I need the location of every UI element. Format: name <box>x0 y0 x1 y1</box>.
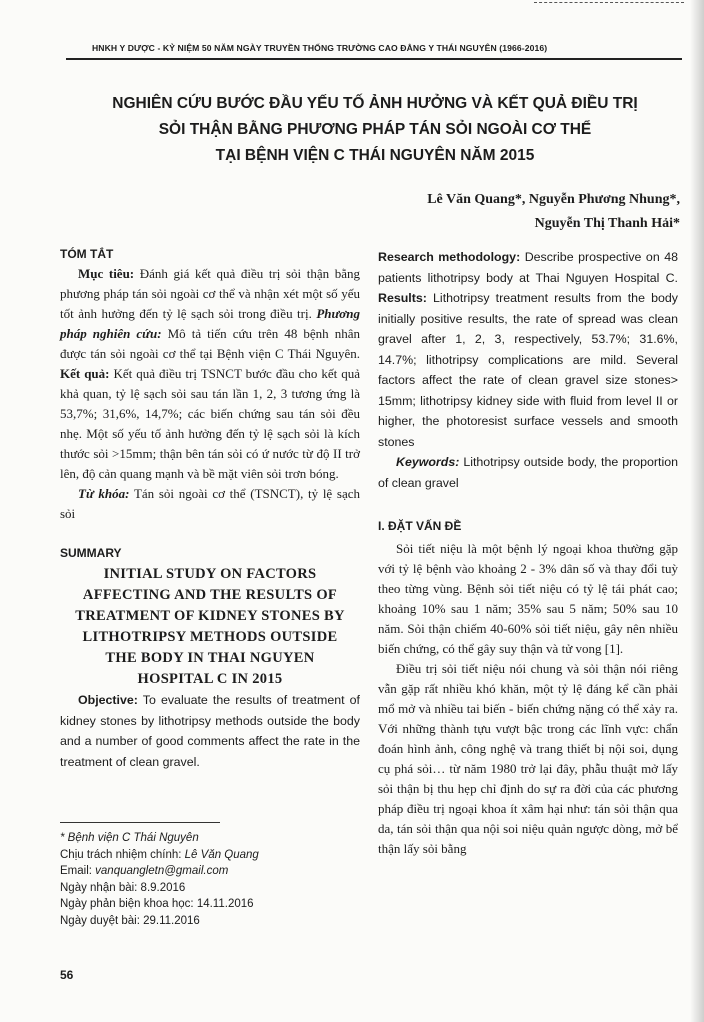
label-result: Kết quả: <box>60 366 110 381</box>
summary-objective-block <box>60 690 360 772</box>
email-label: Email: <box>60 865 96 877</box>
article-title <box>70 91 680 169</box>
abstract-vi-body <box>60 264 360 484</box>
text-keywords-en: Lithotripsy outside body, the proportion of clean gravel <box>378 455 678 490</box>
summary-method-results <box>378 247 678 452</box>
text-method: Mô tả tiến cứu trên 48 bệnh nhân được tán sỏi ngoài cơ thể tại Bệnh viện C Thái Nguyên. <box>60 326 360 361</box>
summary-title-line: INITIAL STUDY ON FACTORS <box>103 566 317 582</box>
footnote-reviewed: Ngày phản biện khoa học: 14.11.2016 <box>60 898 254 910</box>
footnote-responsible <box>60 847 360 864</box>
title-line: NGHIÊN CỨU BƯỚC ĐẦU YẾU TỐ ẢNH HƯỞNG VÀ KẾT QUẢ ĐIỀU TRỊ <box>112 95 638 112</box>
summary-title <box>60 564 360 690</box>
summary-title-line: LITHOTRIPSY METHODS OUTSIDE <box>82 629 338 645</box>
summary-keywords <box>378 452 678 493</box>
footnote-received: Ngày nhận bài: 8.9.2016 <box>60 881 186 894</box>
abstract-heading: TÓM TẮT <box>60 247 114 261</box>
header-rule <box>66 58 682 60</box>
scan-artifact-top <box>534 2 684 6</box>
footnote-email <box>60 863 360 880</box>
email-address: vanquangletn@gmail.com <box>95 865 229 877</box>
author-list <box>427 188 680 236</box>
footnote-rule <box>60 822 220 823</box>
page-number: 56 <box>60 968 74 982</box>
summary-objective <box>60 690 360 772</box>
summary-continuation <box>378 247 678 493</box>
responsible-name: Lê Văn Quang <box>184 848 259 861</box>
text-result: Kết quả điều trị TSNCT bước đầu cho kết quả khả quan, tỷ lệ sạch sỏi sau tán lần 1, 2, 3 tương ứng là 53,7%; 31,6%, 14,7%; các biến chứng sau tán sỏi đều nhẹ. Một số yếu tố ảnh hưởng đến tỷ lệ sạch sỏi là kích thước sỏi >15mm; thận bên tán sỏi có ứ nước từ độ II trở lên, độ cản quang mạnh và bề mặt viên sỏi trơn bóng. <box>60 366 361 481</box>
summary-title-line: TREATMENT OF KIDNEY STONES BY <box>75 608 345 624</box>
label-method: Phương pháp nghiên cứu: <box>60 306 361 341</box>
label-objective: Objective: <box>78 693 138 707</box>
author-line: Nguyễn Thị Thanh Hải* <box>534 216 680 231</box>
section-paragraph: Sỏi tiết niệu là một bệnh lý ngoại khoa thường gặp với tỷ lệ bệnh vào khoảng 2 - 3% dân số và thay đổi tuỳ theo từng vùng. Bệnh sỏi tiết niệu có tỷ lệ tái phát cao; khoảng 10% sau 1 năm; 35% sau 5 năm; 50% sau 10 năm. Sỏi thận chiếm 40-60% sỏi tiết niệu, gây nên nhiều biến chứng, có thể gây suy thận và tử vong [1]. <box>378 541 678 656</box>
text-results: Lithotripsy treatment results from the body initially positive results, the rate of spread was clean gravel after 1, 2, 3, respectively, 53.7%; 31.6%, 14.7%; lithotripsy complications are mild. Several factors affect the rate of clean gravel size stones> 15mm; lithotripsy kidney side with fluid from level II or higher, the photoresist surface vessels and smooth stones <box>378 291 678 449</box>
title-line: SỎI THẬN BẰNG PHƯƠNG PHÁP TÁN SỎI NGOÀI CƠ THỂ <box>158 121 592 138</box>
right-column <box>378 247 678 859</box>
footnote-affiliation: * Bệnh viện C Thái Nguyên <box>60 832 199 844</box>
abstract-vi-keywords <box>60 484 360 524</box>
text-research-method: Describe prospective on 48 patients lithotripsy body at Thai Nguyen Hospital C. <box>378 250 678 285</box>
summary-title-line: AFFECTING AND THE RESULTS OF <box>82 587 338 603</box>
label-keywords-en: Keywords: <box>396 455 460 469</box>
summary-heading: SUMMARY <box>60 546 122 560</box>
text-objective: To evaluate the results of treatment of kidney stones by lithotripsy methods outside the body and a number of good comments affect the rate in the treatment of clean gravel. <box>60 693 360 769</box>
text-keywords-vi: Tán sỏi ngoài cơ thể (TSNCT), tỷ lệ sạch sỏi <box>60 486 360 521</box>
title-line: TẠI BỆNH VIỆN C THÁI NGUYÊN NĂM 2015 <box>215 147 535 164</box>
scan-shadow-edge <box>690 0 704 1022</box>
author-line: Lê Văn Quang*, Nguyễn Phương Nhung*, <box>427 192 680 207</box>
summary-title-line: HOSPITAL C IN 2015 <box>137 671 283 687</box>
left-column <box>60 247 360 772</box>
running-header: HNKH Y DƯỢC - KỶ NIỆM 50 NĂM NGÀY TRUYỀN THỐNG TRƯỜNG CAO ĐẲNG Y THÁI NGUYÊN (1966-2016) <box>92 43 548 53</box>
section-paragraph: Điều trị sỏi tiết niệu nói chung và sỏi thận nói riêng vẫn gặp rất nhiều khó khăn, một tỷ lệ đáng kể cần phải mổ mở và nhiều tai biến - biến chứng nặng có thể xảy ra. Với những thành tựu vượt bậc trong các lĩnh vực: chẩn đoán hình ảnh, công nghệ và trang thiết bị nội soi, dụng cụ phá sỏi… từ năm 1980 trở lại đây, phẫu thuật mở lấy sỏi thận bị thu hẹp chỉ định do sự ra đời của các phương pháp điều trị ngoại khoa ít xâm hại như: tán sỏi thận qua da, tán sỏi thận qua nội soi niệu quản ngược dòng, mở bể thận lấy sỏi bằng <box>378 661 678 856</box>
footnote-accepted: Ngày duyệt bài: 29.11.2016 <box>60 914 200 927</box>
responsible-label: Chịu trách nhiệm chính: <box>60 848 185 861</box>
text-goal: Đánh giá kết quả điều trị sỏi thận bằng phương pháp tán sỏi ngoài cơ thể và nhận xét một số yếu tốt ảnh hưởng đến tỷ lệ sạch sỏi trong điều trị. <box>60 266 360 321</box>
summary-title-line: THE BODY IN THAI NGUYEN <box>105 650 315 666</box>
footnotes <box>60 830 360 929</box>
section-heading: I. ĐẶT VẤN ĐỀ <box>378 519 462 533</box>
label-goal: Mục tiêu: <box>78 266 135 281</box>
label-research-method: Research methodology: <box>378 250 521 264</box>
label-results: Results: <box>378 291 427 305</box>
label-keywords-vi: Từ khóa: <box>78 486 130 501</box>
